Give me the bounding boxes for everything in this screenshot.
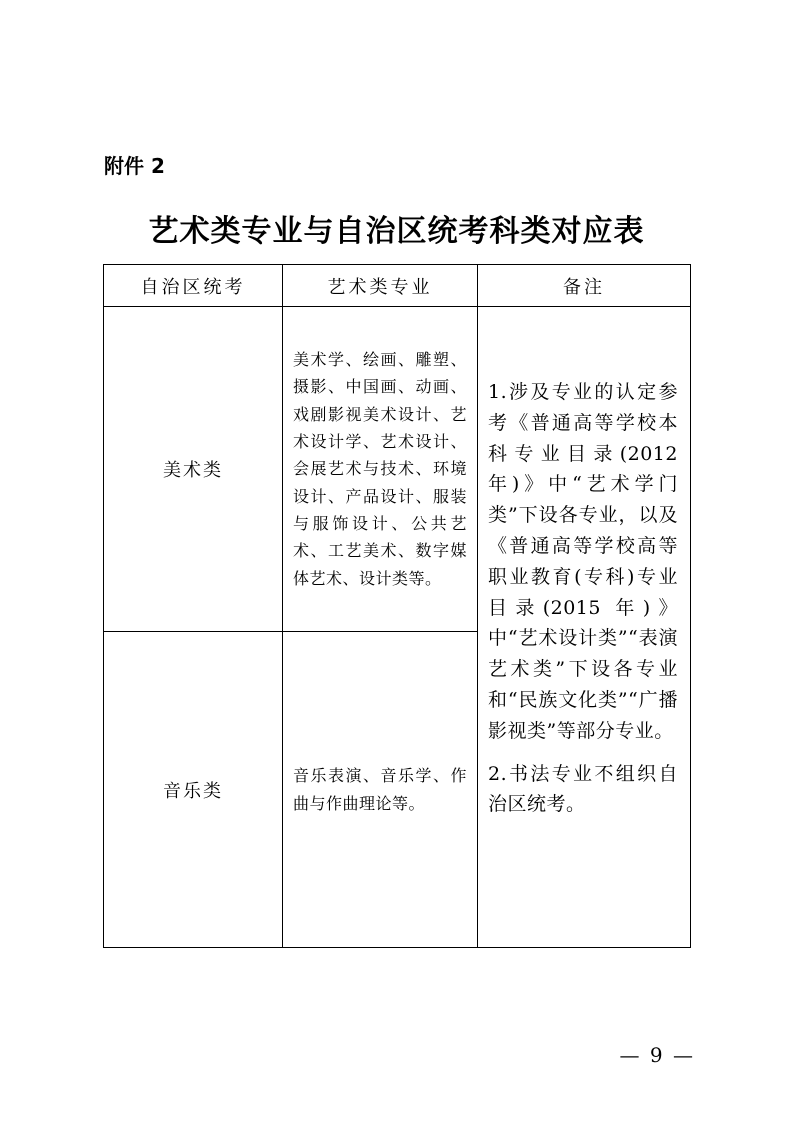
majors-cell: 音乐表演、音乐学、作曲与作曲理论等。 xyxy=(283,632,478,948)
category-cell: 美术类 xyxy=(104,307,283,632)
header-remarks: 备注 xyxy=(478,265,691,307)
category-cell: 音乐类 xyxy=(104,632,283,948)
page-title: 艺术类专业与自治区统考科类对应表 xyxy=(148,214,645,249)
remark-item: 2.书法专业不组织自治区统考。 xyxy=(488,762,678,816)
remark-item: 1.涉及专业的认定参考《普通高等学校本科专业目录(2012 年)》中“艺术学门类”下设各专业，以及《普通高等学校高等职业教育(专科)专业目录(2015 年)》中“艺术设计类”“表演艺术类”下设各专业和“民族文化类”“广播影视类”等部分专业。 xyxy=(488,381,678,742)
header-art-majors: 艺术类专业 xyxy=(283,265,478,307)
page-number: — 9 — xyxy=(619,1043,695,1067)
correspondence-table xyxy=(103,264,691,948)
remarks-cell xyxy=(478,307,691,948)
table-row xyxy=(104,307,691,632)
header-exam-category: 自治区统考 xyxy=(104,265,283,307)
attachment-label: 附件 2 xyxy=(104,154,165,178)
majors-cell: 美术学、绘画、雕塑、摄影、中国画、动画、戏剧影视美术设计、艺术设计学、艺术设计、会展艺术与技术、环境设计、产品设计、服装与服饰设计、公共艺术、工艺美术、数字媒体艺术、设计类等。 xyxy=(283,307,478,632)
table-header-row xyxy=(104,265,691,307)
